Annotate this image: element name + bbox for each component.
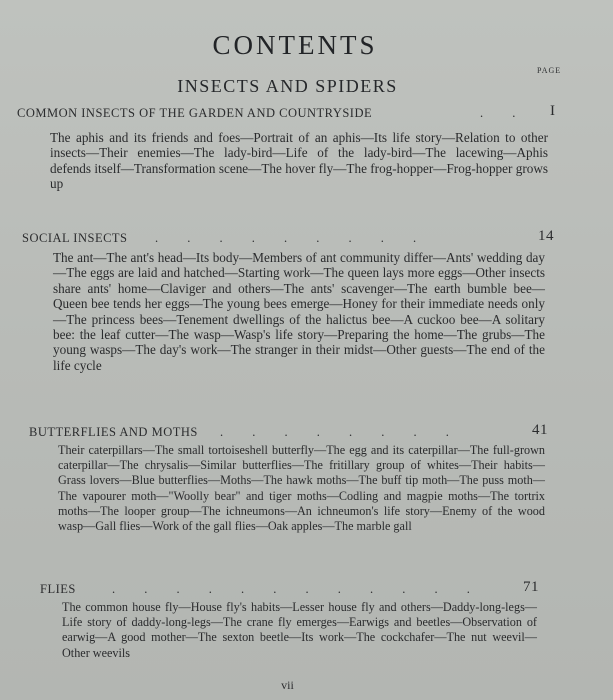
- section-page-number: 71: [523, 579, 539, 595]
- section-page-number: I: [550, 103, 556, 119]
- leader-dots: . . . . . . . . .: [155, 231, 430, 245]
- section-summary: The aphis and its friends and foes—Portrait of an aphis—Its life story—Relation to other insects—Their enemies—The lady-bird—Life of the lady-bird—The lacewing—Aphis defends itself—Transformation scene—The hover fly—The frog-hopper—Frog-hopper grows up: [50, 130, 548, 192]
- toc-section: [0, 103, 613, 192]
- part-title: INSECTS AND SPIDERS: [177, 76, 398, 96]
- section-summary: Their caterpillars—The small tortoiseshell butterfly—The egg and its caterpillar—The full-grown caterpillar—The chrysalis—Similar butterflies—The fritillary group of whites—Their habits—Grass lovers—Blue butterflies—Moths—The hawk moths—The buff tip moth—The puss moth—The vapourer moth—"Woolly bear" and tiger moths—Codling and magpie moths—The tortrix moths—The looper group—The ichneumons—An ichneumon's life story—Enemy of the wood wasp—Gall flies—Work of the gall flies—Oak apples—The marble gall: [58, 443, 545, 534]
- toc-section: [0, 422, 613, 534]
- section-title: BUTTERFLIES AND MOTHS: [29, 425, 198, 439]
- footer-page-number: vii: [281, 678, 294, 692]
- page-column-label: PAGE: [537, 66, 562, 75]
- toc-section: [0, 228, 613, 373]
- page-title: CONTENTS: [212, 30, 378, 60]
- section-heading: [0, 579, 613, 602]
- section-heading: [0, 228, 613, 251]
- section-title: FLIES: [40, 582, 76, 596]
- section-summary: The ant—The ant's head—Its body—Members of ant community differ—Ants' wedding day—The eggs are laid and hatched—Starting work—The queen lays more eggs—Other insects share ants' home—Claviger and others—The ants' scavenger—The earth bumble bee—Queen bee tends her eggs—The young bees emerge—Honey for their immediate needs only—The princess bees—Tenement dwellings of the halictus bee—A cuckoo bee—A solitary bee: the leaf cutter—The wasp—Wasp's life story—Preparing the home—The grubs—The young wasps—The day's work—The stranger in their midst—Other guests—The end of the life cycle: [53, 250, 545, 373]
- leader-dots: . .: [480, 106, 529, 120]
- section-heading: [0, 422, 613, 445]
- section-summary: The common house fly—House fly's habits—Lesser house fly and others—Daddy-long-legs—Life story of daddy-long-legs—The crane fly emerges—Earwigs and beetles—Observation of earwig—A good mother—The sexton beetle—Its work—The cockchafer—The nut weevil—Other weevils: [62, 600, 537, 660]
- leader-dots: . . . . . . . . . . . .: [112, 582, 483, 596]
- toc-section: [0, 579, 613, 660]
- section-title: SOCIAL INSECTS: [22, 231, 128, 245]
- section-page-number: 14: [538, 228, 554, 244]
- section-title: COMMON INSECTS OF THE GARDEN AND COUNTRYSIDE: [17, 106, 373, 120]
- leader-dots: . . . . . . . .: [220, 425, 462, 439]
- section-page-number: 41: [532, 422, 548, 438]
- section-heading: [0, 103, 613, 126]
